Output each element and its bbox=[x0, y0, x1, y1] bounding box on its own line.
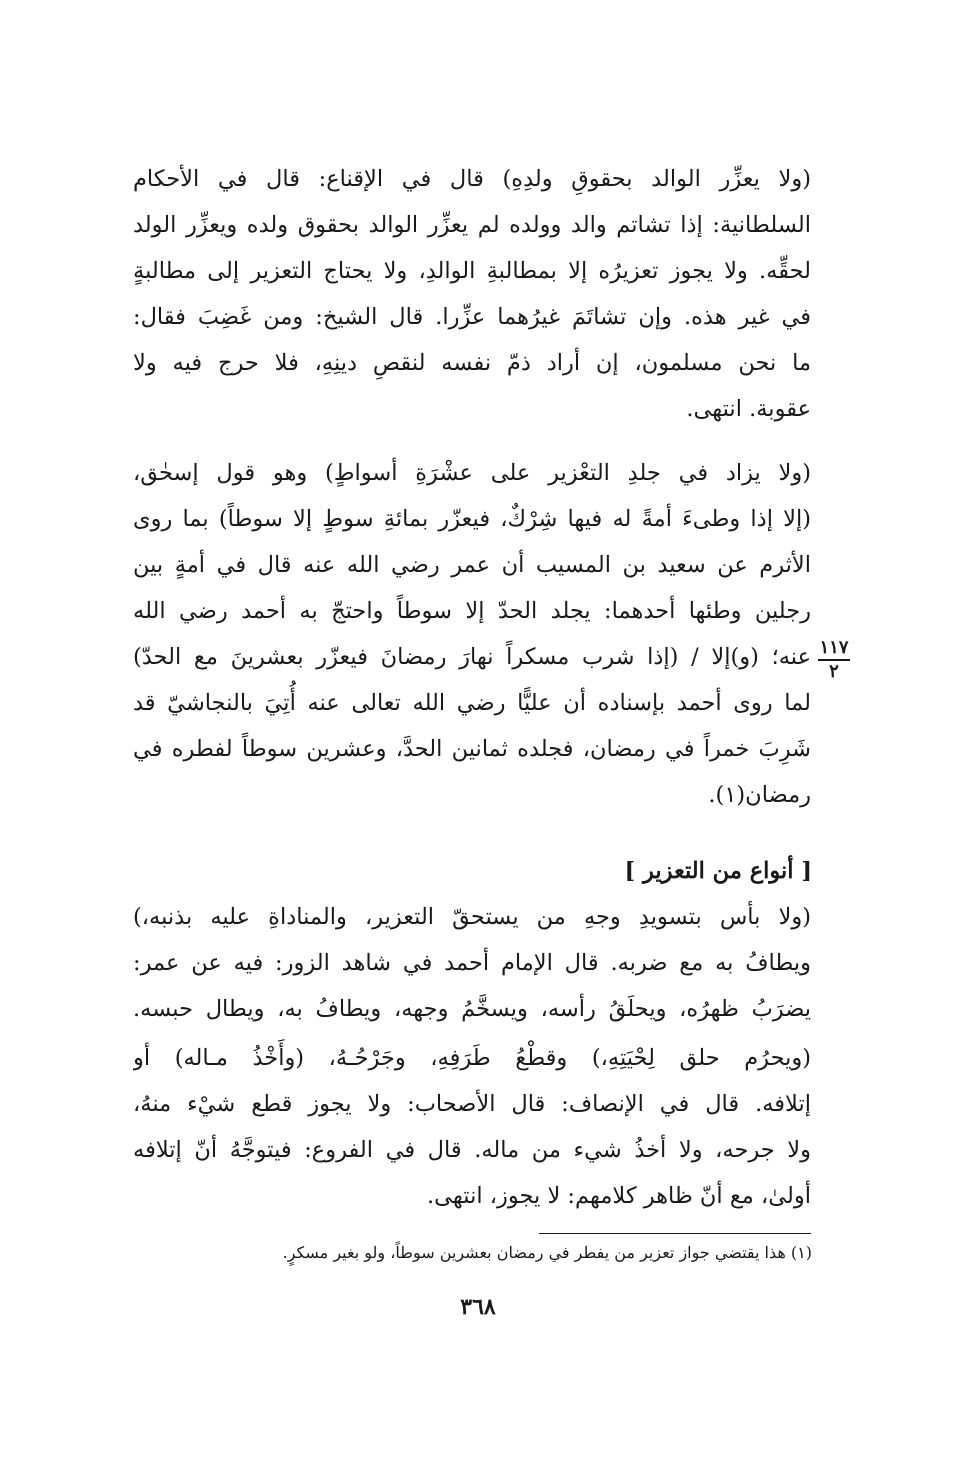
text-line: عقوبة. انتهى. bbox=[686, 396, 811, 422]
text-line: ولا جرحه، ولا أخذُ شيء من ماله. قال في الفروع: فيتوجَّهُ أنّ إتلافه bbox=[133, 1137, 811, 1163]
text-line: يضرَبُ ظهرُه، ويحلَقُ رأسه، ويسخَّمُ وجهه، ويطافُ به، ويطال حبسه. bbox=[133, 996, 811, 1022]
text-line: الأثرم عن سعيد بن المسيب أن عمر رضي الله عنه قال في أمةٍ بين bbox=[133, 552, 811, 578]
paragraph-3 bbox=[133, 894, 811, 1032]
text-line: ما نحن مسلمون، إن أراد ذمّ نفسه لنقصِ دينِهِ، فلا حرج فيه ولا bbox=[133, 350, 811, 376]
footnote: (١) هذا يقتضي جواز تعزير من يفطر في رمضان بعشرين سوطاً، ولو بغير مسكرٍ. bbox=[282, 1243, 812, 1262]
text-line: (ولا بأس بتسويدِ وجهِ من يستحقّ التعزير، والمناداةِ عليه بذنبه،) bbox=[133, 904, 811, 930]
text-line: أولىٰ، مع أنّ ظاهر كلامهم: لا يجوز، انتهى. bbox=[427, 1183, 811, 1209]
text-line: (إلا إذا وطىءَ أمةً له فيها شِرْكٌ، فيعزّر بمائةِ سوطٍ إلا سوطاً) بما روى bbox=[133, 506, 811, 532]
text-line: لحقِّه. ولا يجوز تعزيرُه إلا بمطالبةِ الوالدِ، ولا يحتاج التعزير إلى مطالبةٍ bbox=[133, 258, 811, 284]
text-line: (ويحرُم حلق لِحْيَتِهِ،) وقطْعُ طَرَفِهِ، وجَرْحُـهُ، (وأَخْذُ مـاله) أو bbox=[133, 1045, 811, 1071]
text-line: (ولا يزاد في جلدِ التعْزير على عشْرَةِ أسواطٍ) وهو قول إسحٰق، bbox=[133, 460, 811, 486]
paragraph-4 bbox=[133, 1035, 811, 1219]
paragraph-1 bbox=[133, 156, 811, 432]
text-line: في غير هذه. وإن تشاتَمَ غيرُهما عزِّرا. قال الشيخ: ومن غَضِبَ فقال: bbox=[133, 304, 811, 330]
text-line: رمضان(١). bbox=[708, 782, 811, 808]
text-line: شَرِبَ خمراً في رمضان، فجلده ثمانين الحدَّ، وعشرين سوطاً لفطره في bbox=[133, 736, 811, 762]
text-line: إتلافه. قال في الإنصاف: قال الأصحاب: ولا يجوز قطع شيْء منهُ، bbox=[133, 1091, 811, 1117]
folio-number: ١١٧ bbox=[818, 638, 850, 661]
margin-folio-marker bbox=[818, 638, 850, 682]
footnote-divider bbox=[539, 1233, 811, 1234]
text-line: ويطافُ به مع ضربه. قال الإمام أحمد في شاهد الزور: فيه عن عمر: bbox=[133, 950, 811, 976]
paragraph-2 bbox=[133, 450, 811, 818]
folio-side: ٢ bbox=[829, 661, 839, 682]
text-line: رجلين وطئها أحدهما: يجلد الحدّ إلا سوطاً واحتجّ به أحمد رضي الله bbox=[133, 598, 811, 624]
section-heading: [ أنواع من التعزير ] bbox=[624, 858, 812, 884]
text-line: السلطانية: إذا تشاتم والد وولده لم يعزِّر الوالد بحقوق ولده ويعزِّر الولد bbox=[133, 212, 811, 238]
text-line: لما روى أحمد بإسناده أن عليًّا رضي الله تعالى عنه أُتِيَ بالنجاشيّ قد bbox=[133, 690, 811, 716]
page-number: ٣٦٨ bbox=[460, 1294, 496, 1320]
text-line: (ولا يعزِّر الوالد بحقوقِ ولدِهِ) قال في الإقناع: قال في الأحكام bbox=[133, 166, 811, 192]
text-line: عنه؛ (و)إلا / (إذا شرب مسكراً نهارَ رمضانَ فيعزّر بعشرينَ مع الحدّ) bbox=[133, 644, 811, 670]
